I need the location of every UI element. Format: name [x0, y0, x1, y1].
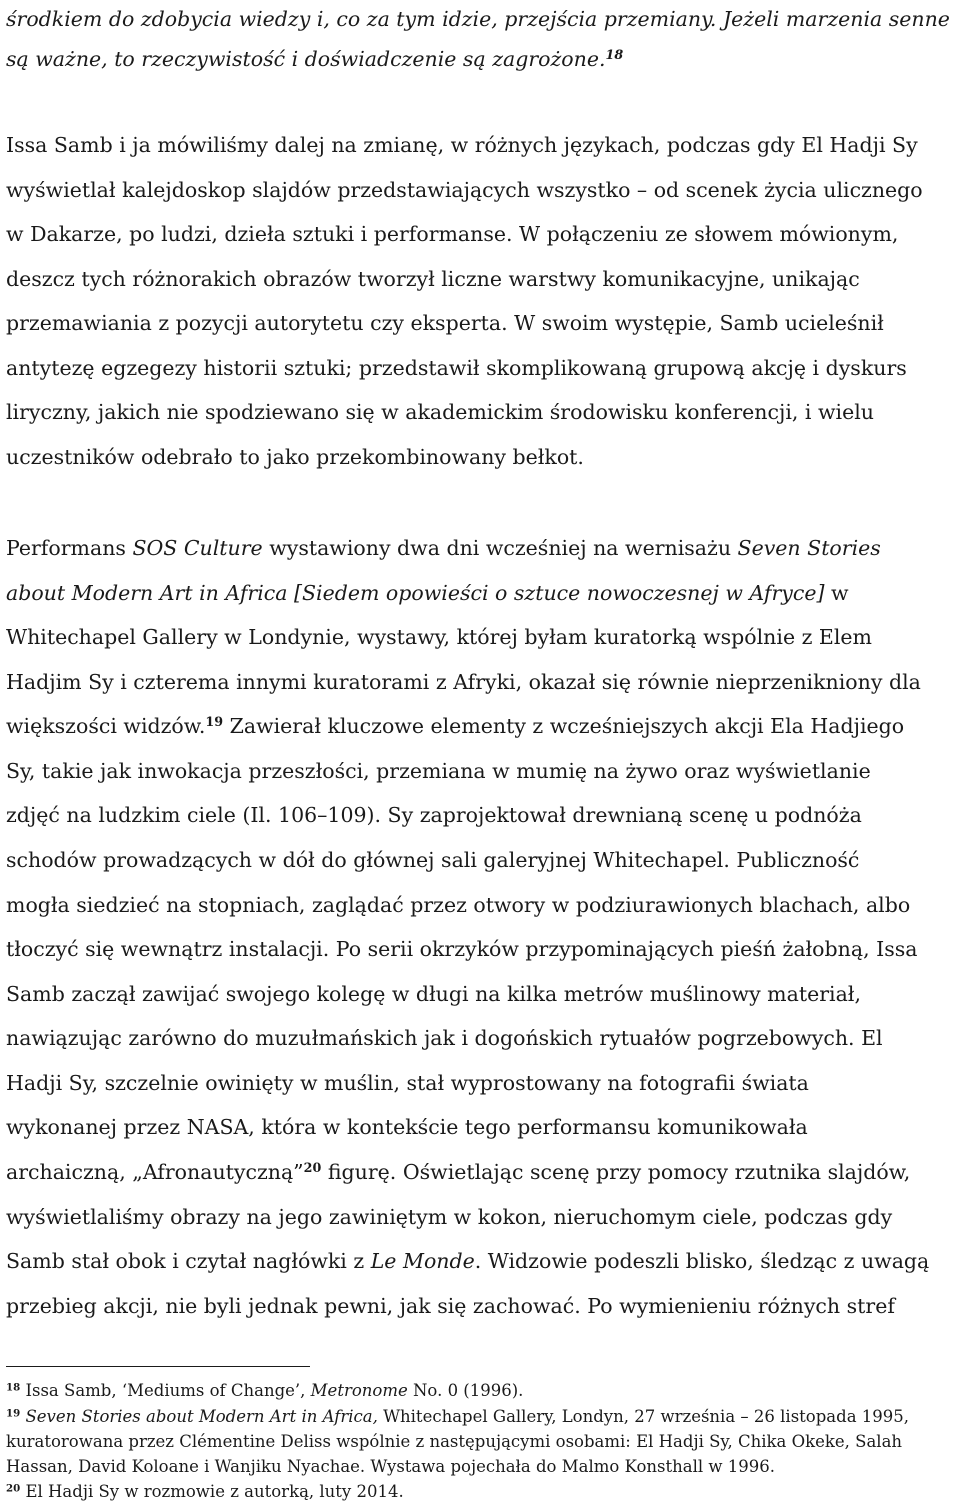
footnote-19-line-3: Hassan, David Koloane i Wanjiku Nyachae. Wystawa pojechała do Malmo Konsthall w 1996. [6, 1457, 775, 1476]
title-le-monde: Le Monde [370, 1249, 475, 1273]
footnote-20 [6, 1481, 404, 1503]
text-line [6, 535, 881, 561]
text-span: Zawierał kluczowe elementy z wcześniejszych akcji Ela Hadjiego [223, 714, 905, 738]
text-line: Hadjim Sy i czterema innymi kuratorami z Afryki, okazał się równie nieprzenikniony dla [6, 670, 921, 694]
text-span: w [824, 581, 849, 605]
title-metronome: Metronome [310, 1381, 408, 1400]
footnote-number: 19 [6, 1407, 21, 1420]
text-line: Samb zaczął zawijać swojego kolegę w długi na kilka metrów muślinowy materiał, [6, 982, 861, 1006]
title-seven-stories: Seven Stories [737, 536, 881, 560]
text-span: wystawiony dwa dni wcześniej na wernisażu [262, 536, 738, 560]
text-line: Hadji Sy, szczelnie owinięty w muślin, stał wyprostowany na fotografii świata [6, 1071, 809, 1095]
text-span: Whitechapel Gallery, Londyn, 27 września – 26 listopada 1995, [377, 1407, 910, 1426]
text-span: Issa Samb, ‘Mediums of Change’, [20, 1381, 311, 1400]
footnote-18 [6, 1380, 523, 1402]
title-seven-stories: Seven Stories about Modern Art in Africa, [25, 1407, 378, 1426]
text-line: mogła siedzieć na stopniach, zaglądać przez otwory w podziurawionych blachach, albo [6, 893, 911, 917]
text-line: schodów prowadzących w dół do głównej sali galeryjnej Whitechapel. Publiczność [6, 848, 860, 872]
text-line: deszcz tych różnorakich obrazów tworzył liczne warstwy komunikacyjne, unikając [6, 267, 860, 291]
text-line: Whitechapel Gallery w Londynie, wystawy, której byłam kuratorką wspólnie z Elem [6, 625, 872, 649]
text-line: zdjęć na ludzkim ciele (Il. 106–109). Sy zaprojektował drewnianą scenę u podnóża [6, 803, 862, 827]
footnote-ref-18[interactable]: 18 [605, 47, 624, 63]
text-span: figurę. Oświetlając scenę przy pomocy rzutnika slajdów, [321, 1160, 911, 1184]
text-span: El Hadji Sy w rozmowie z autorką, luty 2014. [20, 1482, 404, 1501]
text-line [6, 713, 904, 739]
footnote-19-line-2: kuratorowana przez Clémentine Deliss wspólnie z następującymi osobami: El Hadji Sy, Chika Okeke, Salah [6, 1432, 903, 1451]
text-span: Samb stał obok i czytał nagłówki z [6, 1249, 371, 1273]
text-line: przebieg akcji, nie byli jednak pewni, jak się zachować. Po wymienieniu różnych stref [6, 1294, 895, 1318]
text-line: wyświetlał kalejdoskop slajdów przedstawiających wszystko – od scenek życia ulicznego [6, 178, 923, 202]
text-line: nawiązując zarówno do muzułmańskich jak i dogońskich rytuałów pogrzebowych. El [6, 1026, 883, 1050]
text-line: wyświetlaliśmy obrazy na jego zawiniętym w kokon, nieruchomym ciele, podczas gdy [6, 1205, 893, 1229]
text-line: środkiem do zdobycia wiedzy i, co za tym idzie, przejścia przemiany. Jeżeli marzenia senne [6, 7, 950, 31]
text-line: Sy, takie jak inwokacja przeszłości, przemiana w mumię na żywo oraz wyświetlanie [6, 759, 871, 783]
text-span: No. 0 (1996). [407, 1381, 524, 1400]
text-line: antytezę egzegezy historii sztuki; przedstawił skomplikowaną grupową akcję i dyskurs [6, 356, 907, 380]
footnote-19 [6, 1406, 909, 1428]
title-seven-stories-cont: about Modern Art in Africa [Siedem opowieści o sztuce nowoczesnej w Afryce] [6, 581, 825, 605]
text-line [6, 580, 849, 606]
footnote-ref-19[interactable]: 19 [205, 714, 224, 730]
footnote-separator [6, 1366, 310, 1367]
text-span: . Widzowie podeszli blisko, śledząc z uwagą [474, 1249, 930, 1273]
text-line: wykonanej przez NASA, która w kontekście tego performansu komunikowała [6, 1115, 808, 1139]
footnote-ref-20[interactable]: 20 [303, 1160, 322, 1176]
text-line: przemawiania z pozycji autorytetu czy eksperta. W swoim występie, Samb ucieleśnił [6, 311, 884, 335]
footnote-number: 20 [6, 1482, 21, 1495]
text-line: w Dakarze, po ludzi, dzieła sztuki i performanse. W połączeniu ze słowem mówionym, [6, 222, 899, 246]
text-line [6, 1159, 910, 1185]
title-sos-culture: SOS Culture [132, 536, 263, 560]
text-line: liryczny, jakich nie spodziewano się w akademickim środowisku konferencji, i wielu [6, 400, 874, 424]
text-line [6, 1248, 929, 1274]
text-line: uczestników odebrało to jako przekombinowany bełkot. [6, 445, 584, 469]
text-line: Issa Samb i ja mówiliśmy dalej na zmianę, w różnych językach, podczas gdy El Hadji Sy [6, 133, 918, 157]
footnote-number: 18 [6, 1381, 21, 1394]
text-line [6, 46, 623, 72]
text-span: większości widzów. [6, 714, 206, 738]
text-line: tłoczyć się wewnątrz instalacji. Po serii okrzyków przypominających pieśń żałobną, Issa [6, 937, 918, 961]
text-span: Performans [6, 536, 133, 560]
text-span: są ważne, to rzeczywistość i doświadczenie są zagrożone. [6, 47, 606, 71]
text-span: archaiczną, „Afronautyczną” [6, 1160, 304, 1184]
